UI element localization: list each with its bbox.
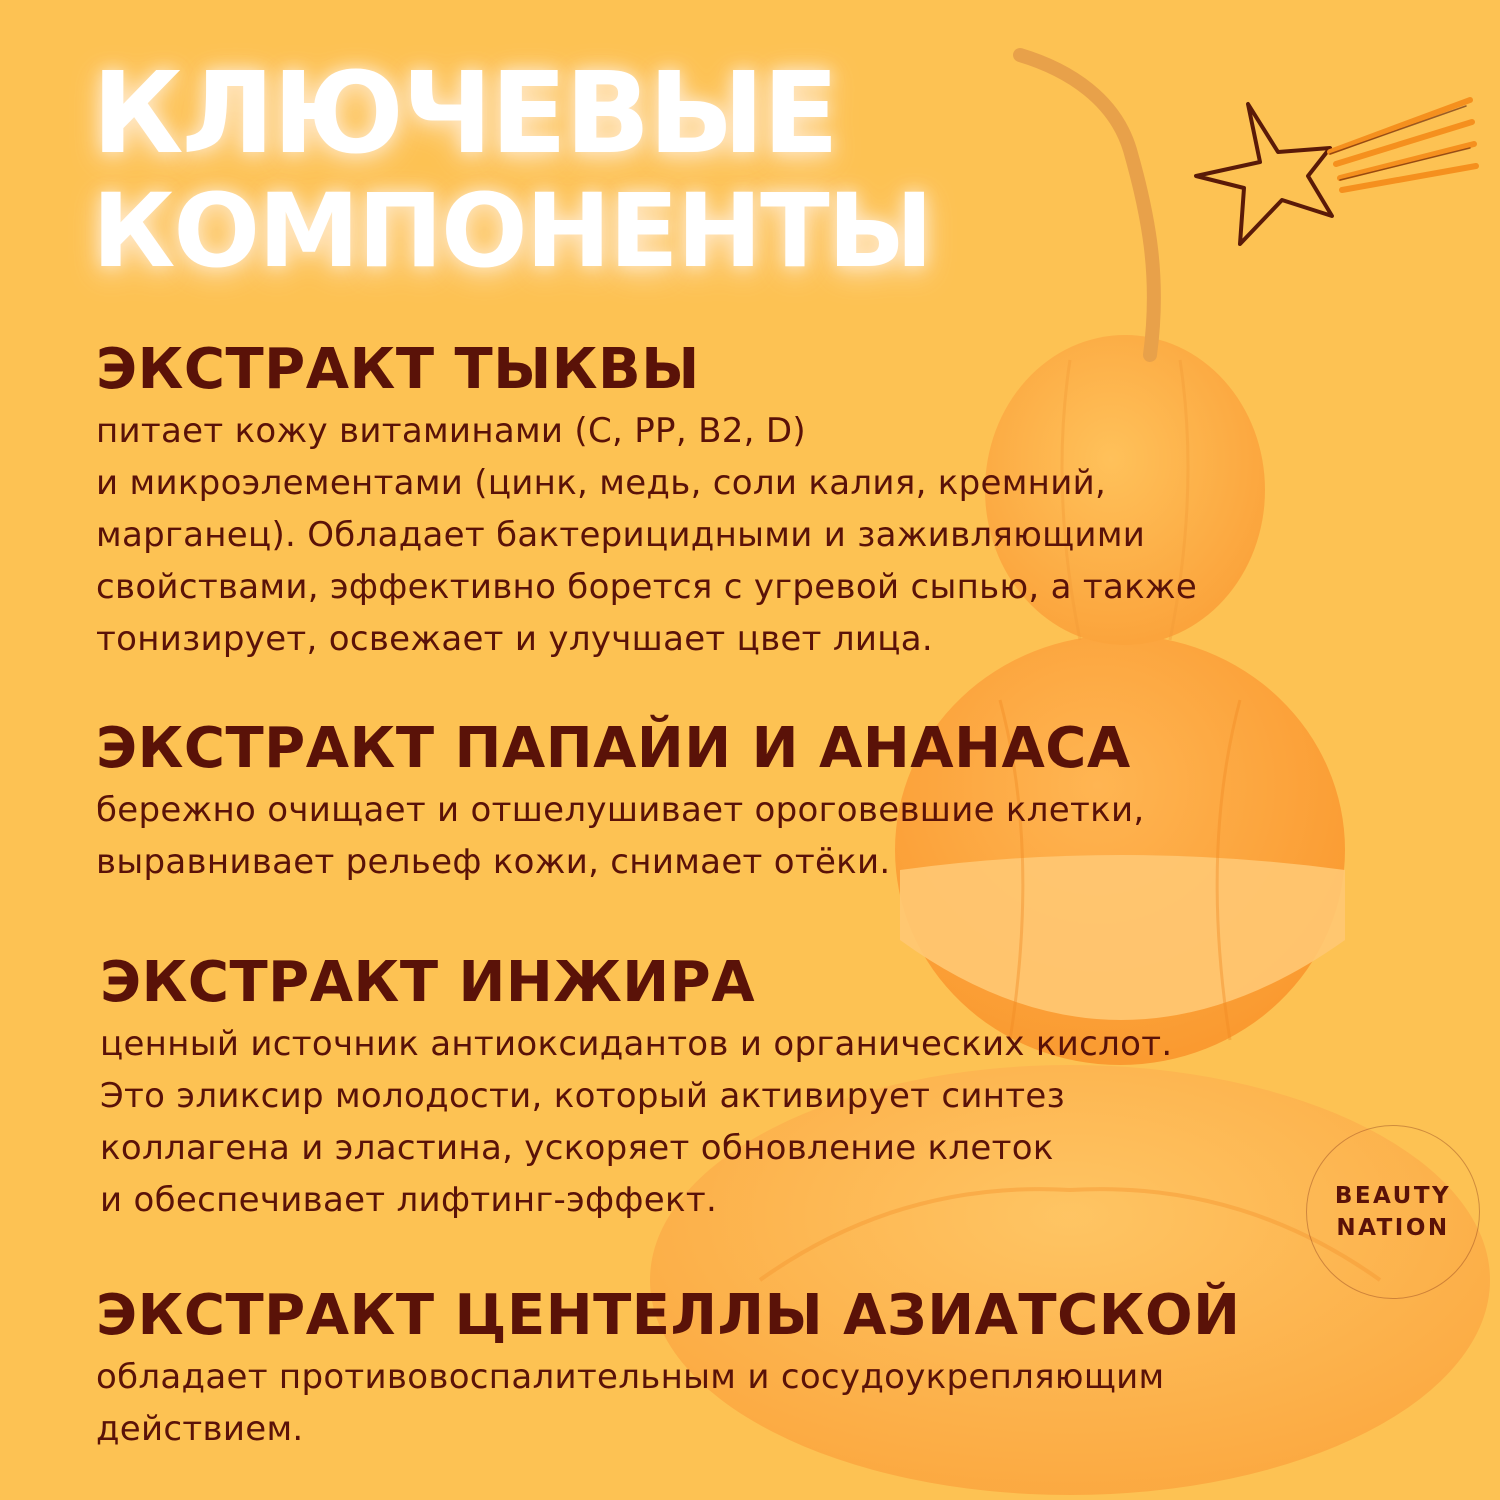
brand-logo-line-1: BEAUTY — [1334, 1183, 1452, 1209]
description-line: Это эликсир молодости, который активирует синтез — [100, 1076, 1066, 1116]
ingredient-description — [96, 1351, 1426, 1455]
ingredient-papaya-pineapple-extract — [96, 716, 1426, 888]
description-line: выравнивает рельеф кожи, снимает отёки. — [96, 842, 891, 882]
ingredient-title: ЭКСТРАКТ ТЫКВЫ — [96, 337, 700, 402]
description-line: тонизирует, освежает и улучшает цвет лица. — [96, 619, 933, 659]
ingredient-description — [100, 1018, 1430, 1226]
shooting-star-icon — [1190, 92, 1490, 262]
page-title — [92, 49, 932, 291]
description-line: и обеспечивает лифтинг-эффект. — [100, 1180, 718, 1220]
ingredient-fig-extract — [100, 950, 1430, 1226]
description-line: марганец). Обладает бактерицидными и заживляющими — [96, 515, 1146, 555]
description-line: бережно очищает и отшелушивает ороговевшие клетки, — [96, 790, 1145, 830]
ingredient-description — [96, 405, 1426, 665]
brand-logo — [1306, 1125, 1480, 1299]
brand-logo-line-2: NATION — [1336, 1215, 1450, 1241]
description-line: ценный источник антиоксидантов и органических кислот. — [100, 1024, 1173, 1064]
page-title-line-2: КОМПОНЕНТЫ — [92, 172, 932, 291]
description-line: и микроэлементами (цинк, медь, соли калия, кремний, — [96, 463, 1107, 503]
description-line: свойствами, эффективно борется с угревой сыпью, а также — [96, 567, 1198, 607]
ingredient-title: ЭКСТРАКТ ИНЖИРА — [100, 950, 756, 1015]
ingredient-description — [96, 784, 1426, 888]
pumpkin-stem — [1020, 55, 1154, 355]
ingredient-centella-extract — [96, 1283, 1426, 1455]
description-line: обладает противовоспалительным и сосудоукрепляющим — [96, 1357, 1165, 1397]
description-line: питает кожу витаминами (С, PP, B2, D) — [96, 411, 806, 451]
description-line: действием. — [96, 1409, 304, 1449]
description-line: коллагена и эластина, ускоряет обновление клеток — [100, 1128, 1054, 1168]
page-title-line-1: КЛЮЧЕВЫЕ — [92, 49, 837, 179]
ingredient-title: ЭКСТРАКТ ПАПАЙИ И АНАНАСА — [96, 716, 1131, 781]
ingredient-pumpkin-extract — [96, 337, 1426, 665]
ingredient-title: ЭКСТРАКТ ЦЕНТЕЛЛЫ АЗИАТСКОЙ — [96, 1283, 1241, 1348]
